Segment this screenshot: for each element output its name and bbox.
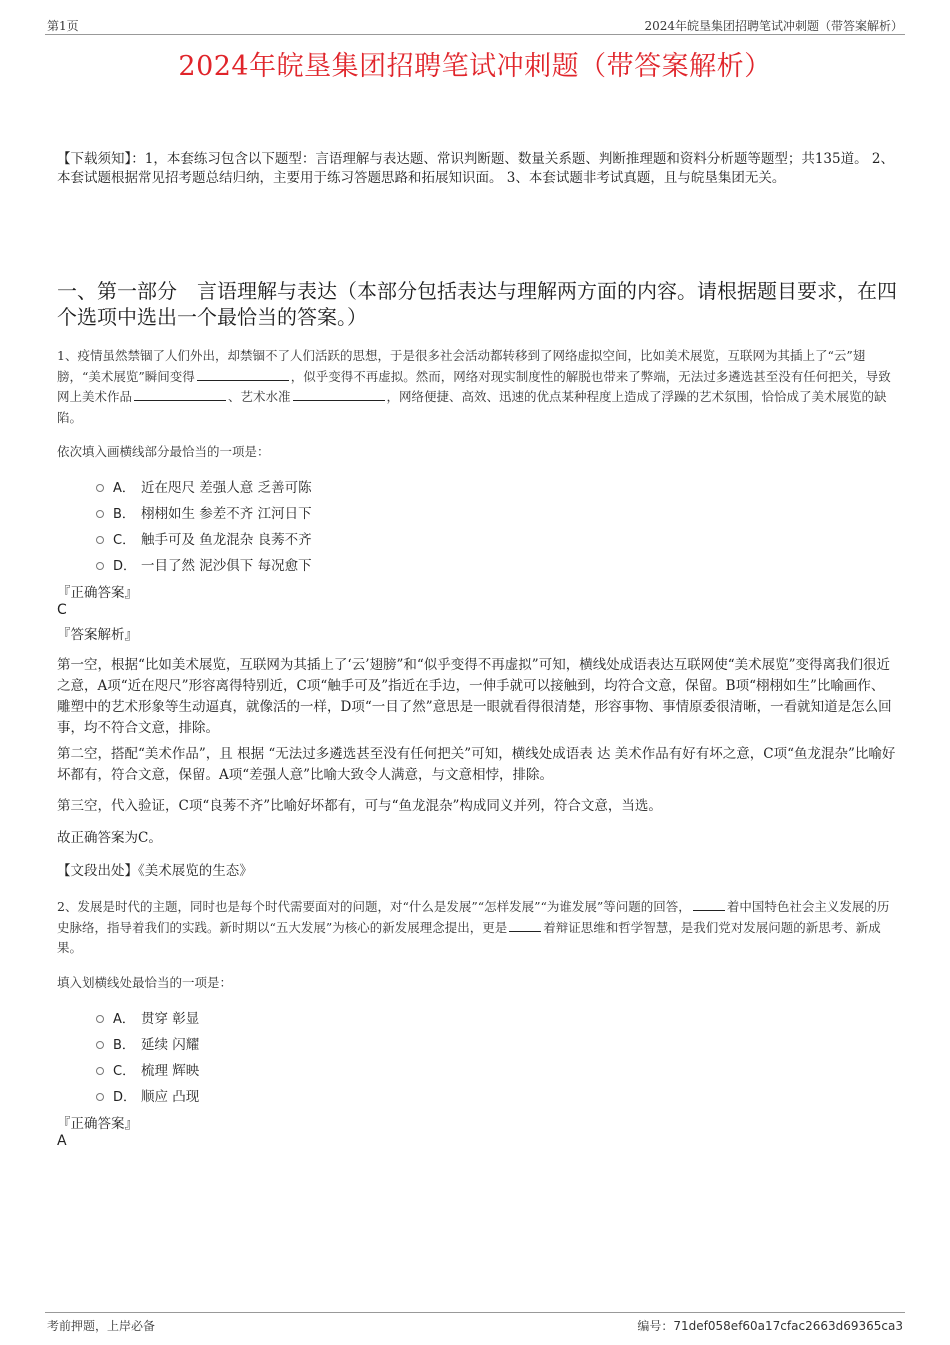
code-value: 71def058ef60a17cfac2663d69365ca3 [673, 1319, 903, 1333]
document-title: 2024年皖垦集团招聘笔试冲刺题（带答案解析） [178, 51, 772, 82]
q1-stem-part: 1、疫情虽然禁锢了人们外出，却禁锢不了人们活跃的思想，于是很多社会活动都转移到了网络虚拟空间，比如美术展览，互联网为其插上了“云”翅膀，“美术展览”瞬间变得 [57, 348, 866, 384]
question-1-stem [57, 346, 897, 428]
question-1-options [96, 473, 312, 577]
option-letter: A． [113, 480, 135, 496]
option-text: 近在咫尺 差强人意 乏善可陈 [141, 480, 312, 496]
option-letter: C． [113, 1063, 136, 1079]
blank-line [509, 918, 541, 932]
analysis-paragraph: 第二空，搭配“美术作品”，且 根据 “无法过多遴选甚至没有任何把关”可知，横线处成语表 达 美术作品有好有坏之意，C项“鱼龙混杂”比喻好坏都有，符合文意，保留。A项“差强人意”比喻大致令人满意，与文意相悖，排除。 [57, 746, 896, 783]
option-c[interactable] [96, 525, 312, 551]
source-reference: 【文段出处】《美术展览的生态》 [57, 863, 253, 879]
q1-stem-part: ，似乎变得不再虚拟。然而，网络对现实制度性的解脱也带来了弊端，无法过多遴选甚至没有任何把关，导致网上美术作品 [57, 368, 891, 404]
code-label: 编号： [637, 1319, 674, 1333]
analysis-paragraph: 第一空，根据“比如美术展览，互联网为其插上了‘云’翅膀”和“似乎变得不再虚拟”可知，横线处成语表达互联网使“美术展览”变得离我们很近之意，A项“近在咫尺”形容离得特别近，C项“触手可及”指近在手边，一伸手就可以接触到，均符合文意，保留。B项“栩栩如生”比喻画作、雕塑中的艺术形象等生动逼真，就像活的一样，D项“一目了然”意思是一眼就看得很清楚，形容事物、事情原委很清晰，一看就知道是怎么回事，均不符合文意，排除。 [57, 657, 892, 736]
option-text: 梳理 辉映 [141, 1063, 200, 1079]
correct-answer-label: 『正确答案』 [57, 1116, 138, 1132]
correct-answer: A [57, 1133, 67, 1149]
question-2-options [96, 1004, 199, 1108]
option-d[interactable] [96, 1082, 199, 1108]
analysis-conclusion: 故正确答案为C。 [57, 830, 162, 846]
q2-stem-part: 2、发展是时代的主题，同时也是每个时代需要面对的问题，对“什么是发展”“怎样发展”“为谁发展”等问题的回答， [57, 899, 691, 914]
option-b[interactable] [96, 499, 312, 525]
radio-button[interactable] [96, 562, 104, 570]
question-2-prompt: 填入划横线处最恰当的一项是： [57, 975, 233, 990]
option-text: 贯穿 彰显 [141, 1011, 200, 1027]
option-letter: B． [113, 506, 135, 522]
q1-stem-part: ，网络便捷、高效、迅速的优点某种程度上造成了浮躁的艺术氛围，恰恰成了美术展览的缺陷。 [57, 389, 887, 425]
page-footer [45, 1312, 905, 1335]
option-text: 触手可及 鱼龙混杂 良莠不齐 [141, 532, 312, 548]
option-c[interactable] [96, 1056, 199, 1082]
blank-line [197, 367, 289, 381]
option-letter: D． [113, 558, 137, 574]
section-title: 一、第一部分 言语理解与表达（本部分包括表达与理解两方面的内容。请根据题目要求，在四个选项中选出一个最恰当的答案。） [57, 279, 897, 329]
radio-button[interactable] [96, 1067, 104, 1075]
option-a[interactable] [96, 1004, 199, 1030]
option-letter: D． [113, 1089, 137, 1105]
analysis-label: 『答案解析』 [57, 627, 138, 643]
radio-button[interactable] [96, 510, 104, 518]
question-2-stem [57, 897, 897, 959]
option-b[interactable] [96, 1030, 199, 1056]
radio-button[interactable] [96, 1015, 104, 1023]
analysis-paragraph: 第三空，代入验证，C项“良莠不齐”比喻好坏都有，可与“鱼龙混杂”构成同义并列，符合文意，当选。 [57, 798, 662, 814]
question-1-prompt: 依次填入画横线部分最恰当的一项是： [57, 444, 270, 459]
document-code [637, 1317, 903, 1334]
radio-button[interactable] [96, 484, 104, 492]
download-notice: 【下载须知】：1，本套练习包含以下题型：言语理解与表达题、常识判断题、数量关系题、判断推理题和资料分析题等题型；共135道。 2、本套试题根据常见招考题总结归纳，主要用于练习答题思路和拓展知识面。 3、本套试题非考试真题，且与皖垦集团无关。 [57, 151, 894, 186]
footer-slogan: 考前押题，上岸必备 [47, 1319, 156, 1333]
radio-button[interactable] [96, 536, 104, 544]
option-letter: A． [113, 1011, 135, 1027]
correct-answer-label: 『正确答案』 [57, 585, 138, 601]
option-d[interactable] [96, 551, 312, 577]
blank-line [293, 387, 385, 401]
blank-line [693, 897, 725, 911]
q2-stem-part: 着辩证思维和哲学智慧，是我们党对发展问题的新思考、新成果。 [57, 919, 881, 955]
q2-stem-part: 着中国特色社会主义发展的历史脉络，指导着我们的实践。新时期以“五大发展”为核心的新发展理念提出，更是 [57, 899, 890, 935]
correct-answer: C [57, 602, 67, 618]
option-text: 顺应 凸现 [141, 1089, 200, 1105]
page-header [45, 14, 905, 35]
option-text: 栩栩如生 参差不齐 江河日下 [141, 506, 312, 522]
radio-button[interactable] [96, 1093, 104, 1101]
blank-line [134, 387, 226, 401]
option-text: 一目了然 泥沙俱下 每况愈下 [141, 558, 312, 574]
q1-stem-part: 、艺术水准 [228, 389, 291, 404]
option-text: 延续 闪耀 [141, 1037, 200, 1053]
option-a[interactable] [96, 473, 312, 499]
option-letter: B． [113, 1037, 135, 1053]
option-letter: C． [113, 532, 136, 548]
header-doc-title: 2024年皖垦集团招聘笔试冲刺题（带答案解析） [644, 19, 903, 33]
radio-button[interactable] [96, 1041, 104, 1049]
page-number: 第1页 [47, 19, 79, 33]
